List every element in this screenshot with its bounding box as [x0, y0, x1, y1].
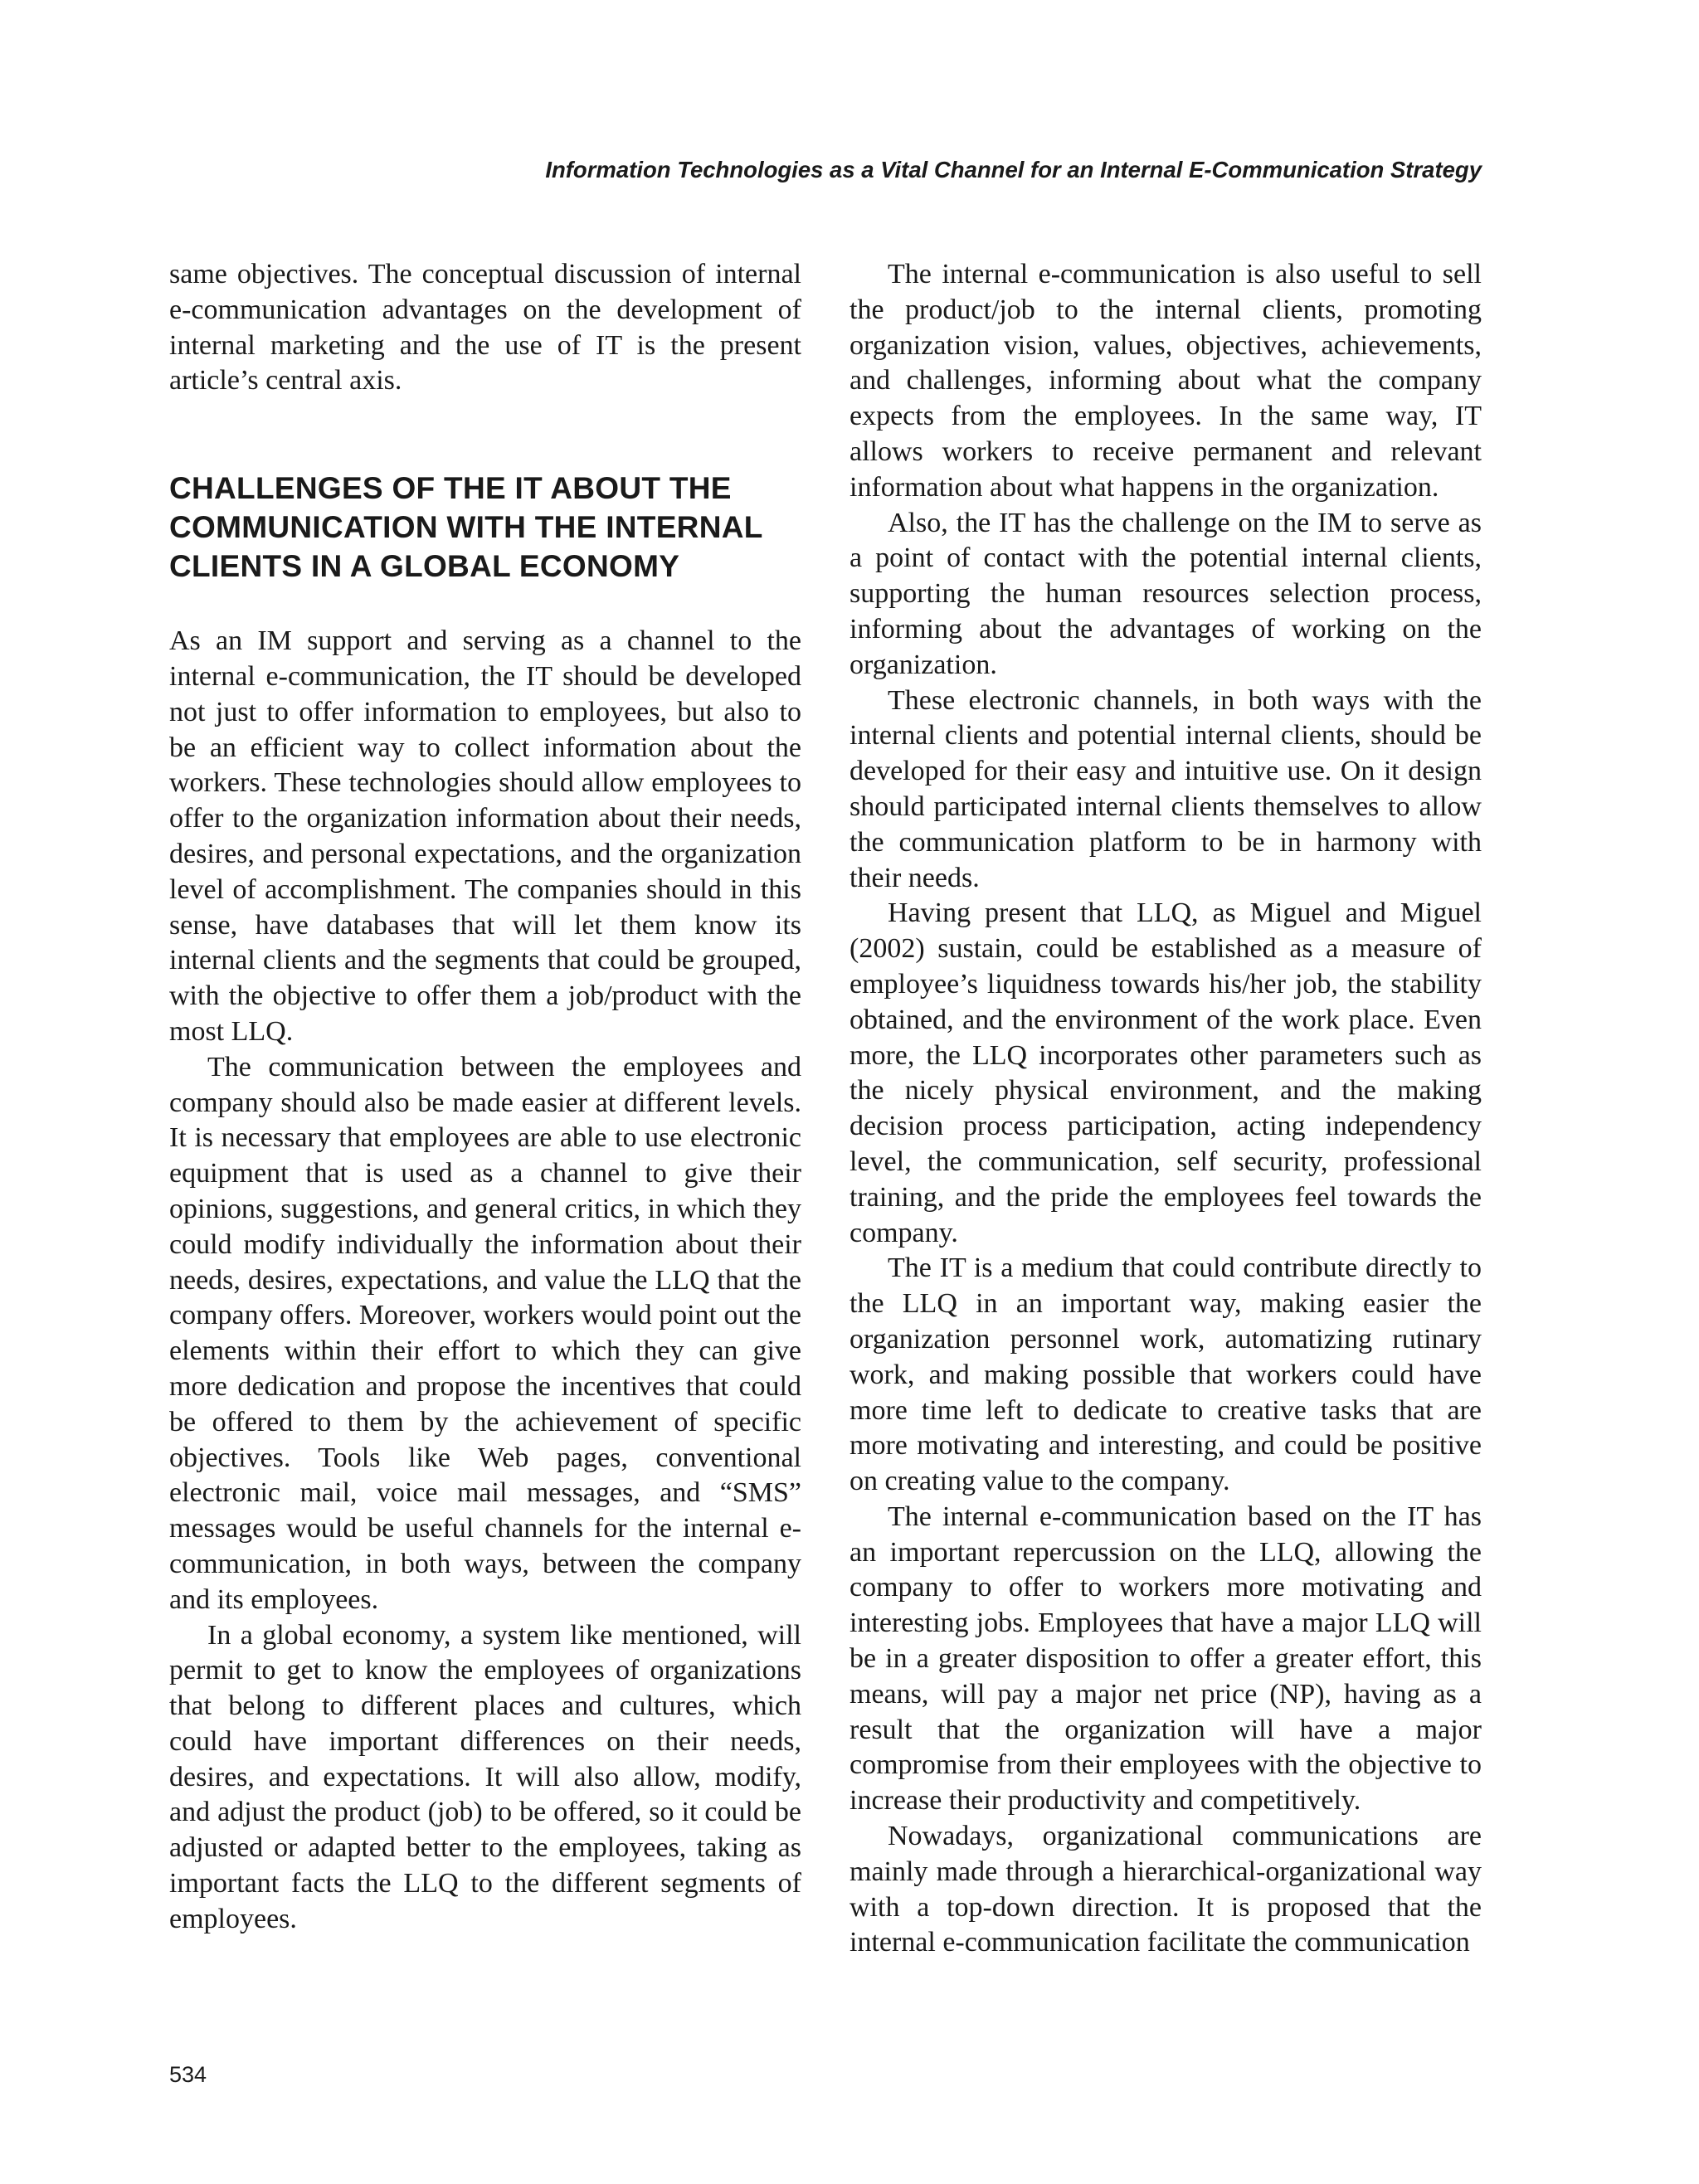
paragraph: Having present that LLQ, as Miguel and Miguel (2002) sustain, could be established as a measure of employee’s liquidness towards his/her job, the stability obtained, and the environment of the work place. Even more, the LLQ incorporates other parameters such as the nicely physical environment, and the making decision process participation, acting independency level, the communication, self security, professional training, and the pride the employees feel towards the company.	[850, 897, 1482, 1248]
paragraph: These electronic channels, in both ways with the internal clients and potential internal clients, should be developed for their easy and intuitive use. On it design should participated internal clients themselves to allow the communication platform to be in harmony with their needs.	[850, 684, 1482, 893]
paragraph: The communication between the employees and company should also be made easier at different levels. It is necessary that employees are able to use electronic equipment that is used as a channel to give their opinions, suggestions, and general critics, in which they could modify individually the information about their needs, desires, expectations, and value the LLQ that the company offers. Moreover, workers would point out the elements within their effort to which they can give more dedication and propose the incentives that could be offered to them by the achievement of specific objectives. Tools like Web pages, conventional electronic mail, voice mail messages, and “SMS” messages would be useful channels for the internal e-communication, in both ways, between the company and its employees.	[169, 1051, 801, 1615]
running-header: Information Technologies as a Vital Channel for an Internal E-Communication Strategy	[545, 157, 1482, 182]
paragraph: same objectives. The conceptual discussion of internal e-communication advantages on the development of internal marketing and the use of IT is the present article’s central axis.	[169, 259, 801, 396]
paragraph: The IT is a medium that could contribute directly to the LLQ in an important way, making easier the organization personnel work, automatizing rutinary work, and making possible that workers could have more time left to dedicate to creative tasks that are more motivating and interesting, and could be positive on creating value to the company.	[850, 1253, 1482, 1497]
right-column	[850, 257, 1482, 1961]
paragraph: Also, the IT has the challenge on the IM to serve as a point of contact with the potential internal clients, supporting the human resources selection process, informing about the advantages of working on the organization.	[850, 507, 1482, 680]
paragraph: Nowadays, organizational communications are mainly made through a hierarchical-organizational way with a top-down direction. It is proposed that the internal e-communication facilitate the communication	[850, 1821, 1482, 1958]
page-number: 534	[169, 2062, 207, 2087]
left-column	[169, 257, 801, 1938]
section-heading: CHALLENGES OF THE IT ABOUT THE COMMUNICATION WITH THE INTERNAL CLIENTS IN A GLOBAL ECONOMY	[169, 471, 762, 584]
paragraph: The internal e-communication is also useful to sell the product/job to the internal clients, promoting organization vision, values, objectives, achievements, and challenges, informing about what the company expects from the employees. In the same way, IT allows workers to receive permanent and relevant information about what happens in the organization.	[850, 259, 1482, 503]
paragraph: As an IM support and serving as a channel to the internal e-communication, the IT should be developed not just to offer information to employees, but also to be an efficient way to collect information about the workers. These technologies should allow employees to offer to the organization information about their needs, desires, and personal expectations, and the organization level of accomplishment. The companies should in this sense, have databases that will let them know its internal clients and the segments that could be grouped, with the objective to offer them a job/product with the most LLQ.	[169, 625, 801, 1047]
paragraph: The internal e-communication based on the IT has an important repercussion on the LLQ, allowing the company to offer to workers more motivating and interesting jobs. Employees that have a major LLQ will be in a greater disposition to offer a greater effort, this means, will pay a major net price (NP), having as a result that the organization will have a major compromise from their employees with the objective to increase their productivity and competitively.	[850, 1501, 1482, 1817]
paragraph: In a global economy, a system like mentioned, will permit to get to know the employees of organizations that belong to different places and cultures, which could have important differences on their needs, desires, and expectations. It will also allow, modify, and adjust the product (job) to be offered, so it could be adjusted or adapted better to the employees, taking as important facts the LLQ to the different segments of employees.	[169, 1619, 801, 1934]
